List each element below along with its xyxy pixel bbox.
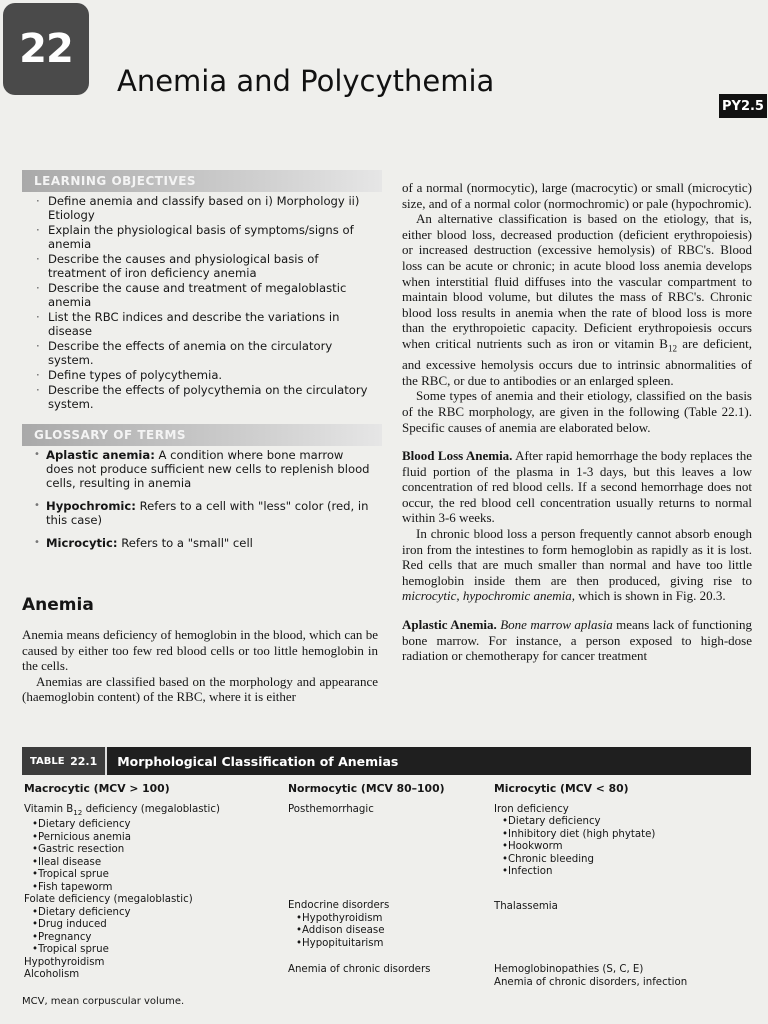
table-list-item: • Gastric resection	[32, 844, 274, 857]
table-list-item: • Tropical sprue	[32, 869, 274, 882]
table-title-bar	[22, 747, 751, 775]
iron-deficiency-causes	[494, 816, 750, 879]
left-column-text	[22, 627, 378, 705]
table-list-item: • Tropical sprue	[32, 944, 274, 957]
etiology-paragraph: An alternative classification is based on the etiology, that is, either blood loss, decreased production (deficient erythropoiesis) or increased destruction (excessive hemolysis) of RBC's. Blood loss can be acute or chronic; in acute blood loss anemia develops when interstitial fluid diffuses into the vascular compartment to maintain blood volume, but dilutes the mass of RBC's. Chronic blood loss results in anemia when the rate of blood loss is more than the erythropoietic capacity. Deficient erythropoiesis occurs when critical nutrients such as iron or vitamin $B_{12}$ are deficient, and excessive hemolysis occurs due to intrinsic abnormalities of the RBC, or due to antibodies or an enlarged spleen.	[402, 211, 753, 388]
glossary-definition: Refers to a "small" cell	[117, 536, 253, 550]
aplastic-anemia-heading: Aplastic Anemia.	[402, 617, 497, 633]
glossary-heading: GLOSSARY OF TERMS	[22, 424, 382, 446]
table-list-item: • Hypopituitarism	[296, 938, 488, 951]
folate-causes	[24, 907, 274, 957]
thalassemia: Thalassemia	[494, 900, 558, 912]
table-list-item: • Fish tapeworm	[32, 882, 274, 895]
right-column-text	[402, 180, 752, 664]
table-list-item: • Dietary deficiency	[502, 816, 750, 829]
glossary-item	[34, 499, 370, 527]
table-list-item: • Hookworm	[502, 841, 750, 854]
table-reference-paragraph: Some types of anemia and their etiology, classified on the basis of the RBC morphology, are given in the following (Table 22.1). Specific causes of anemia are elaborated below.	[402, 388, 752, 435]
table-number-tag: TABLE 22.1	[22, 747, 107, 775]
iron-deficiency: Iron deficiency	[494, 803, 569, 815]
glossary-list	[34, 448, 370, 559]
glossary-term: Microcytic:	[46, 536, 118, 550]
aplastic-anemia-paragraph: Aplastic Anemia. Bone marrow aplasia means lack of functioning bone marrow. For instance, a person exposed to high-dose radiation or chemotherapy for cancer treatment	[402, 617, 752, 664]
glossary-item	[34, 536, 370, 550]
hemoglobinopathies: Hemoglobinopathies (S, C, E)	[494, 964, 644, 975]
learning-objective-item: · Describe the cause and treatment of megaloblastic anemia	[36, 281, 372, 309]
glossary-term: Aplastic anemia:	[46, 448, 155, 462]
vitamin-b12-deficiency: Vitamin $B_{12}$ deficiency (megaloblastic)	[24, 803, 220, 817]
endocrine-causes	[288, 913, 488, 951]
microcytic-header: Microcytic (MCV < 80)	[494, 782, 629, 795]
learning-objective-item: · Describe the causes and physiological basis of treatment of iron deficiency anemia	[36, 252, 372, 280]
competency-code-badge: PY2.5	[719, 94, 767, 118]
learning-objectives-list	[36, 194, 372, 412]
table-list-item: • Hypothyroidism	[296, 913, 488, 926]
table-title: Morphological Classification of Anemias	[117, 753, 399, 769]
glossary-definition: Refers to a cell with "less" color (red, in this case)	[46, 499, 369, 527]
anemia-paragraph-1: Anemia means deficiency of hemoglobin in the blood, which can be caused by either too few red blood cells or too little hemoglobin in the cells.	[22, 627, 378, 674]
macrocytic-header: Macrocytic (MCV > 100)	[24, 782, 170, 795]
glossary-item	[34, 448, 370, 490]
hypothyroidism: Hypothyroidism	[24, 956, 105, 968]
table-list-item: • Inhibitory diet (high phytate)	[502, 829, 750, 842]
table-list-item: • Pernicious anemia	[32, 832, 274, 845]
learning-objective-item: · Describe the effects of polycythemia on the circulatory system.	[36, 383, 372, 411]
folate-deficiency: Folate deficiency (megaloblastic)	[24, 894, 193, 906]
anemia-heading: Anemia	[22, 595, 94, 615]
table-list-item: • Pregnancy	[32, 932, 274, 945]
blood-loss-paragraph: Blood Loss Anemia. After rapid hemorrhage the body replaces the fluid portion of the plasma in 1-3 days, but this leaves a low concentration of red blood cells. If a second hemorrhage does not occur, the red blood cell concentration usually returns to normal within 3-6 weeks.	[402, 448, 752, 526]
anemia-chronic-infection: Anemia of chronic disorders, infection	[494, 976, 688, 988]
table-list-item: • Chronic bleeding	[502, 854, 750, 867]
table-column-macrocytic	[24, 783, 274, 982]
learning-objective-item: · Define anemia and classify based on i) Morphology ii) Etiology	[36, 194, 372, 222]
table-list-item: • Dietary deficiency	[32, 819, 274, 832]
vitamin-b12-causes	[24, 819, 274, 894]
anemia-chronic-disorders: Anemia of chronic disorders	[288, 964, 431, 975]
blood-loss-heading: Blood Loss Anemia.	[402, 448, 513, 464]
table-list-item: • Drug induced	[32, 919, 274, 932]
table-list-item: • Addison disease	[296, 925, 488, 938]
alcoholism: Alcoholism	[24, 969, 80, 981]
learning-objectives-heading: LEARNING OBJECTIVES	[22, 170, 382, 192]
endocrine-disorders: Endocrine disorders	[288, 900, 390, 911]
anemia-paragraph-2: Anemias are classified based on the morphology and appearance (haemoglobin content) of the RBC, where it is either	[22, 673, 378, 705]
posthemorrhagic: Posthemorrhagic	[288, 803, 374, 815]
learning-objective-item: · Describe the effects of anemia on the circulatory system.	[36, 339, 372, 367]
table-column-microcytic	[494, 783, 750, 989]
chronic-blood-loss-paragraph: In chronic blood loss a person frequently cannot absorb enough iron from the intestines to form hemoglobin as rapidly as it is lost. Red cells that are much smaller than normal and have too little hemoglobin inside them are then produced, giving rise to microcytic, hypochromic anemia, which is shown in Fig. 20.3.	[402, 526, 752, 604]
table-list-item: • Dietary deficiency	[32, 907, 274, 920]
normocytic-header: Normocytic (MCV 80–100)	[288, 782, 445, 795]
chapter-number-badge	[3, 3, 89, 95]
learning-objective-item: · Explain the physiological basis of symptoms/signs of anemia	[36, 223, 372, 251]
table-list-item: • Infection	[502, 866, 750, 879]
table-column-normocytic	[288, 783, 488, 977]
glossary-term: Hypochromic:	[46, 499, 136, 513]
learning-objective-item: · List the RBC indices and describe the variations in disease	[36, 310, 372, 338]
chapter-title: Anemia and Polycythemia	[117, 64, 495, 98]
table-list-item: • Ileal disease	[32, 857, 274, 870]
classification-paragraph: of a normal (normocytic), large (macrocytic) or small (microcytic) size, and of a normal color (normochromic) or pale (hypochromic).	[402, 180, 752, 211]
chapter-number: 22	[19, 26, 73, 72]
table-footnote: MCV, mean corpuscular volume.	[22, 996, 185, 1007]
learning-objective-item: · Define types of polycythemia.	[36, 368, 372, 382]
glossary-definition: A condition where bone marrow does not produce sufficient new cells to replenish blood cells, resulting in anemia	[46, 448, 370, 490]
